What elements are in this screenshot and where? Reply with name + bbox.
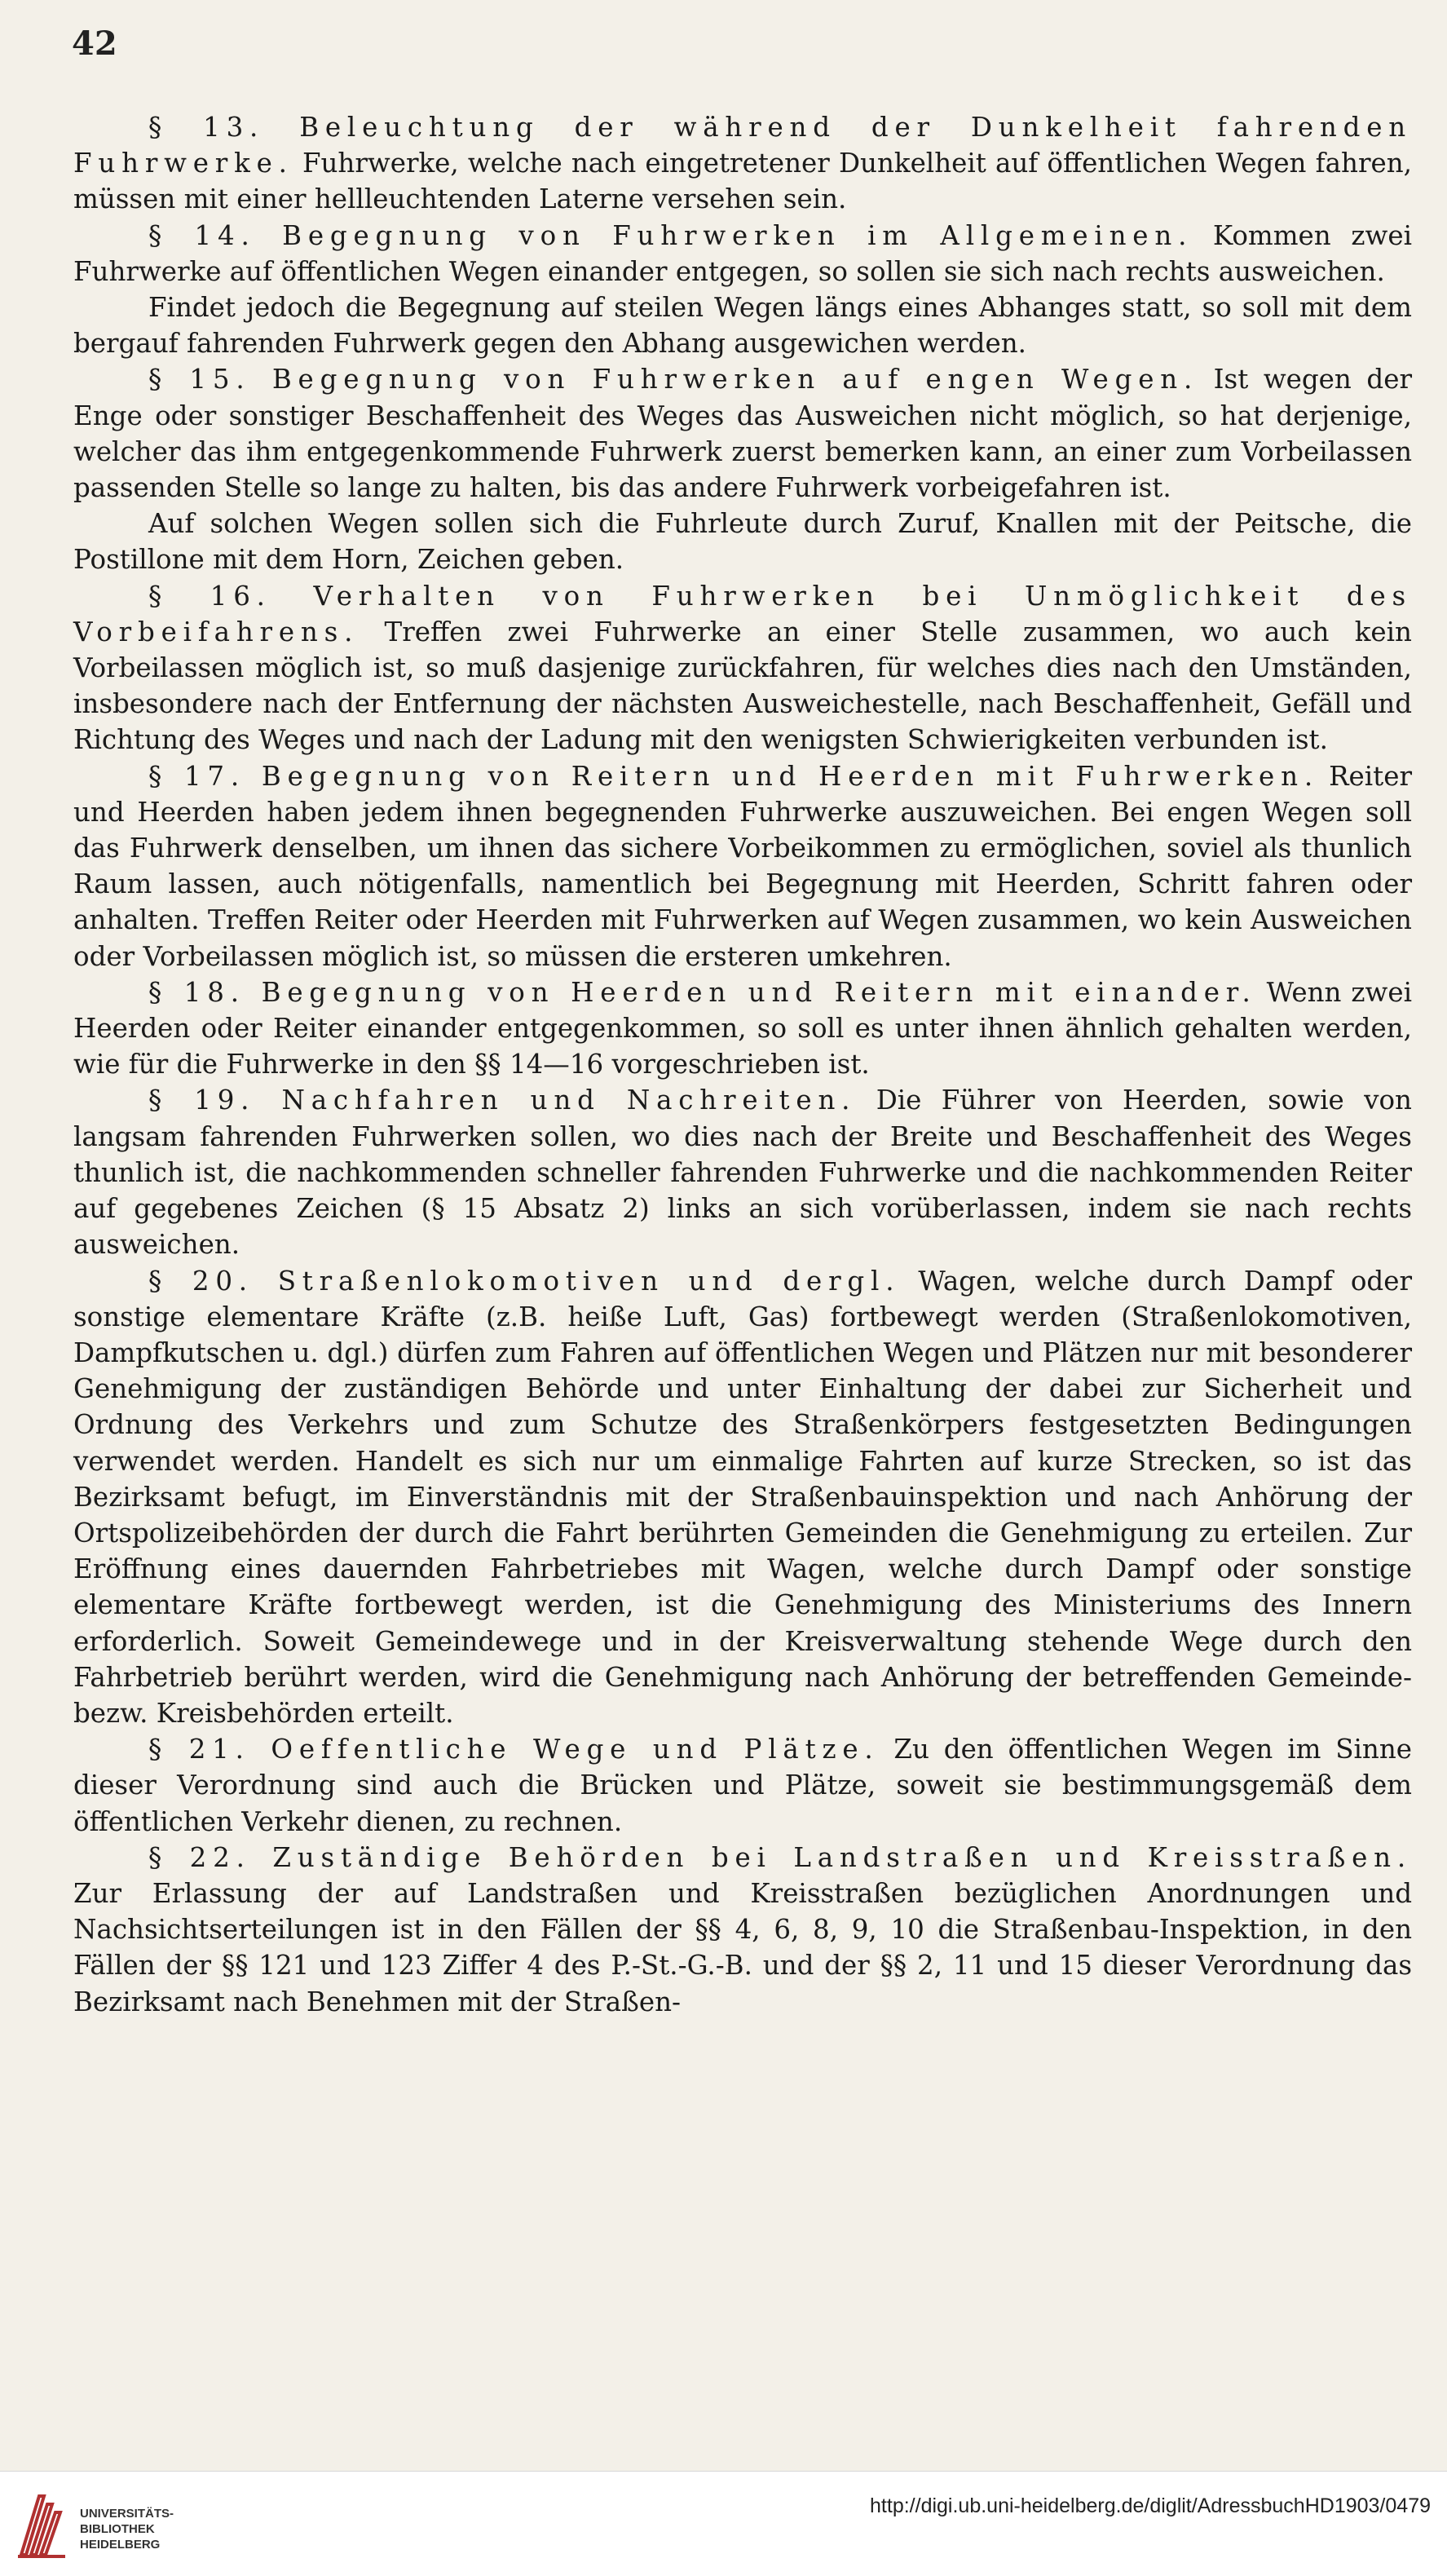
library-name-line: BIBLIOTHEK <box>80 2522 155 2536</box>
library-name-line: HEIDELBERG <box>80 2538 161 2552</box>
section-body: Ist wegen der Enge oder sonstiger Beschaffenheit des Weges das Ausweichen nicht möglich, so hat derjenige, welcher das ihm entgegenkommende Fuhrwerk zuerst bemerken kann, an einer zum Vorbeilassen passenden Stelle so lange zu halten, bis das andere Fuhrwerk vorbeigefahren ist. <box>73 364 1412 504</box>
section-heading: § 16. Verhalten von Fuhrwerken bei Unmöglichkeit des Vorbeifahrens. <box>73 580 1412 647</box>
section-body: Wagen, welche durch Dampf oder sonstige elementare Kräfte (z.B. heiße Luft, Gas) fortbewegt werden (Straßenlokomotiven, Dampfkutschen u. dgl.) dürfen zum Fahren auf öffentlichen Wegen und Plätzen nur mit besonderer Genehmigung der zuständigen Behörde und unter Einhaltung der dabei zur Sicherheit und Ordnung des Verkehrs und zum Schutze des Straßenkörpers festgesetzten Bedingungen verwendet werden. Handelt es sich nur um einmalige Fahrten auf kurze Strecken, so ist das Bezirksamt befugt, im Einverständnis mit der Straßenbauinspektion und nach Anhörung der Ortspolizeibehörden der durch die Fahrt berührten Gemeinden die Genehmigung zu erteilen. Zur Eröffnung eines dauernden Fahrbetriebes mit Wagen, welche durch Dampf oder sonstige elementare Kräfte fortbewegt werden, ist die Genehmigung des Ministeriums des Innern erforderlich. Soweit Gemeindewege und in der Kreisverwaltung stehende Wege durch den Fahrbetrieb berührt werden, wird die Genehmigung nach Anhörung der betreffenden Gemeinde- bezw. Kreisbehörden erteilt. <box>73 1265 1412 1729</box>
viewer-footer <box>0 2471 1447 2576</box>
section-body: Fuhrwerke, welche nach eingetretener Dunkelheit auf öffentlichen Wegen fahren, müssen mit einer hellleuchtenden Laterne versehen sein. <box>73 148 1412 215</box>
section-heading: § 14. Begegnung von Fuhrwerken im Allgemeinen. <box>148 219 1193 251</box>
section-heading: § 21. Oeffentliche Wege und Plätze. <box>148 1734 880 1765</box>
paragraph <box>73 1263 1412 1732</box>
section-heading: § 19. Nachfahren und Nachreiten. <box>148 1085 857 1116</box>
section-heading: § 22. Zuständige Behörden bei Landstraßen und Kreisstraßen. <box>148 1841 1412 1873</box>
section-body: Treffen zwei Fuhrwerke an einer Stelle zusammen, wo auch kein Vorbeilassen möglich ist, so muß dasjenige zurückfahren, für welches dies nach den Umständen, insbesondere nach der Entfernung der nächsten Ausweichestelle, nach Beschaffenheit, Gefäll und Richtung des Weges und nach der Ladung mit den wenigsten Schwierigkeiten verbunden ist. <box>73 616 1412 756</box>
university-library-logo-icon[interactable] <box>15 2488 72 2561</box>
paragraph <box>73 1082 1412 1262</box>
paragraph <box>73 289 1412 361</box>
paragraph <box>73 1731 1412 1840</box>
paragraph <box>73 758 1412 974</box>
section-heading: § 13. Beleuchtung der während der Dunkelheit fahrenden Fuhrwerke. <box>73 112 1412 179</box>
paragraph <box>73 1840 1412 2020</box>
section-body: Auf solchen Wegen sollen sich die Fuhrleute durch Zuruf, Knallen mit der Peitsche, die Postillone mit dem Horn, Zeichen geben. <box>73 508 1412 576</box>
section-body: Wenn zwei Heerden oder Reiter einander entgegenkommen, so soll es unter ihnen ähnlich gehalten werden, wie für die Fuhrwerke in den §§ 14—16 vorgeschrieben ist. <box>73 976 1412 1080</box>
section-heading: § 20. Straßenlokomotiven und dergl. <box>148 1265 901 1297</box>
section-heading: § 17. Begegnung von Reitern und Heerden mit Fuhrwerken. <box>148 760 1319 792</box>
paragraph <box>73 974 1412 1083</box>
permalink-url[interactable]: http://digi.ub.uni-heidelberg.de/diglit/AdressbuchHD1903/0479 <box>870 2494 1431 2517</box>
paragraph <box>73 506 1412 577</box>
section-body: Zu den öffentlichen Wegen im Sinne dieser Verordnung sind auch die Brücken und Plätze, soweit sie bestimmungsgemäß dem öffentlichen Verkehr dienen, zu rechnen. <box>73 1734 1412 1837</box>
section-body: Reiter und Heerden haben jedem ihnen begegnenden Fuhrwerke auszuweichen. Bei engen Wegen soll das Fuhrwerk denselben, um ihnen das sichere Vorbeikommen zu ermöglichen, soviel als thunlich Raum lassen, auch nötigenfalls, namentlich bei Begegnung mit Heerden, Schritt fahren oder anhalten. Treffen Reiter oder Heerden mit Fuhrwerken auf Wegen zusammen, wo kein Ausweichen oder Vorbeilassen möglich ist, so müssen die ersteren umkehren. <box>73 760 1412 972</box>
library-name-line: UNIVERSITÄTS- <box>80 2507 174 2521</box>
section-body: Zur Erlassung der auf Landstraßen und Kreisstraßen bezüglichen Anordnungen und Nachsichtserteilungen ist in den Fällen der §§ 4, 6, 8, 9, 10 die Straßenbau-Inspektion, in den Fällen der §§ 121 und 123 Ziffer 4 des P.-St.-G.-B. und der §§ 2, 11 und 15 dieser Verordnung das Bezirksamt nach Benehmen mit der Straßen- <box>73 1877 1412 2017</box>
section-body: Findet jedoch die Begegnung auf steilen Wegen längs eines Abhanges statt, so soll mit dem bergauf fahrenden Fuhrwerk gegen den Abhang ausgewichen werden. <box>73 292 1412 360</box>
section-heading: § 18. Begegnung von Heerden und Reitern mit einander. <box>148 976 1257 1008</box>
body-text <box>73 109 1412 2020</box>
paragraph <box>73 361 1412 506</box>
paragraph <box>73 218 1412 289</box>
paragraph <box>73 578 1412 758</box>
paragraph <box>73 109 1412 218</box>
library-name[interactable] <box>80 2506 174 2552</box>
page-number: 42 <box>72 24 117 63</box>
section-heading: § 15. Begegnung von Fuhrwerken auf engen Wegen. <box>148 364 1199 395</box>
section-body: Die Führer von Heerden, sowie von langsam fahrenden Fuhrwerken sollen, wo dies nach der Breite und Beschaffenheit des Weges thunlich ist, die nachkommenden schneller fahrenden Fuhrwerke und die nachkommenden Reiter auf gegebenes Zeichen (§ 15 Absatz 2) links an sich vorüberlassen, indem sie nach rechts ausweichen. <box>73 1085 1412 1261</box>
section-body: Kommen zwei Fuhrwerke auf öffentlichen Wegen einander entgegen, so sollen sie sich nach rechts ausweichen. <box>73 219 1412 287</box>
